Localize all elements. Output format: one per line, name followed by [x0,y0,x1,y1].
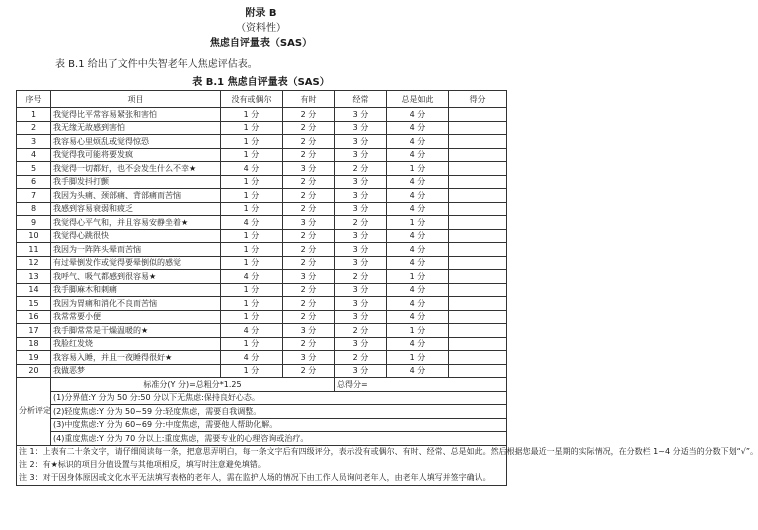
table-row [17,189,507,203]
table-row [17,310,507,324]
score-sometimes[interactable]: 3 分 [283,351,335,365]
score-sometimes[interactable]: 3 分 [283,162,335,176]
row-item: 我容易入睡，并且一夜睡得很好★ [51,351,221,365]
score-always[interactable]: 4 分 [387,189,449,203]
row-number: 10 [17,229,51,243]
intro-text: 表 B.1 给出了文件中失智老年人焦虑评估表。 [55,59,258,70]
score-sometimes[interactable]: 2 分 [283,108,335,122]
row-item: 我手脚麻木和刺痛 [51,283,221,297]
table-row [17,256,507,270]
row-item: 我觉得心跳很快 [51,229,221,243]
score-sometimes[interactable]: 3 分 [283,216,335,230]
table-caption: 表 B.1 焦虑自评量表（SAS） [192,77,330,88]
evaluation-level-row [17,418,507,432]
score-always[interactable]: 1 分 [387,216,449,230]
note-3: 注 3：对于因身体原因或文化水平无法填写表格的老年人，需在监护人场的情况下由工作人员询问老年人，由老年人填写并签字确认。 [19,472,491,482]
score-sometimes[interactable]: 2 分 [283,121,335,135]
score-never[interactable]: 1 分 [221,364,283,378]
score-often[interactable]: 3 分 [335,189,387,203]
score-sometimes[interactable]: 2 分 [283,189,335,203]
row-item: 我因为胃痛和消化不良而苦恼 [51,297,221,311]
table-row [17,175,507,189]
table-row [17,270,507,284]
row-item: 我因为头痛、颈部痛、背部痛而苦恼 [51,189,221,203]
score-sometimes[interactable]: 2 分 [283,243,335,257]
score-sometimes[interactable]: 2 分 [283,229,335,243]
row-score-cell[interactable] [449,351,507,365]
notes-cell [17,445,758,485]
row-item: 我呼气、吸气都感到很容易★ [51,270,221,284]
score-often[interactable]: 2 分 [335,351,387,365]
score-always[interactable]: 4 分 [387,297,449,311]
score-never[interactable]: 1 分 [221,243,283,257]
row-score-cell[interactable] [449,364,507,378]
row-number: 18 [17,337,51,351]
table-row [17,135,507,149]
score-often[interactable]: 3 分 [335,148,387,162]
standard-score-formula: 标准分(Y 分)=总粗分*1.25 [51,378,335,392]
score-always[interactable]: 4 分 [387,135,449,149]
score-often[interactable]: 2 分 [335,270,387,284]
score-always[interactable]: 4 分 [387,337,449,351]
score-never[interactable]: 4 分 [221,324,283,338]
row-item: 有过晕倒发作或觉得要晕倒似的感觉 [51,256,221,270]
evaluation-level-row [17,391,507,405]
table-row [17,283,507,297]
score-never[interactable]: 1 分 [221,121,283,135]
score-sometimes[interactable]: 3 分 [283,324,335,338]
total-score-field[interactable]: 总得分= [335,378,507,392]
score-never[interactable]: 1 分 [221,135,283,149]
row-score-cell[interactable] [449,162,507,176]
score-never[interactable]: 4 分 [221,216,283,230]
score-often[interactable]: 3 分 [335,108,387,122]
row-item: 我觉得心平气和，并且容易安静坐着★ [51,216,221,230]
score-often[interactable]: 3 分 [335,202,387,216]
score-often[interactable]: 3 分 [335,337,387,351]
table-row [17,297,507,311]
score-never[interactable]: 1 分 [221,297,283,311]
evaluation-level-1: (1)分界值:Y 分为 50 分:50 分以下无焦虑:保持良好心态。 [51,391,507,405]
table-row [17,364,507,378]
table-row [17,148,507,162]
evaluation-level-3: (3)中度焦虑:Y 分为 60~69 分:中度焦虑，需要他人帮助化解。 [51,418,507,432]
row-item: 我脸红发烧 [51,337,221,351]
row-number: 9 [17,216,51,230]
note-2: 注 2：有★标识的项目分值设置与其他项相反，填写时注意避免填错。 [19,459,266,469]
table-row [17,337,507,351]
row-number: 14 [17,283,51,297]
score-sometimes[interactable]: 2 分 [283,297,335,311]
score-often[interactable]: 3 分 [335,297,387,311]
table-row [17,351,507,365]
row-number: 5 [17,162,51,176]
sas-table [16,90,758,486]
evaluation-level-row [17,405,507,419]
row-item: 我手脚常常是干燥温暖的★ [51,324,221,338]
row-number: 11 [17,243,51,257]
score-never[interactable]: 1 分 [221,310,283,324]
row-score-cell[interactable] [449,135,507,149]
score-often[interactable]: 3 分 [335,283,387,297]
score-never[interactable]: 1 分 [221,337,283,351]
table-row [17,108,507,122]
row-item: 我觉得一切都好，也不会发生什么不幸★ [51,162,221,176]
score-sometimes[interactable]: 3 分 [283,270,335,284]
col-header-no: 序号 [17,91,51,108]
row-number: 12 [17,256,51,270]
score-never[interactable]: 4 分 [221,351,283,365]
score-always[interactable]: 4 分 [387,283,449,297]
row-score-cell[interactable] [449,216,507,230]
row-score-cell[interactable] [449,202,507,216]
row-score-cell[interactable] [449,297,507,311]
row-score-cell[interactable] [449,270,507,284]
row-score-cell[interactable] [449,256,507,270]
score-sometimes[interactable]: 2 分 [283,148,335,162]
row-score-cell[interactable] [449,175,507,189]
table-header-row [17,91,507,108]
col-header-item: 项目 [51,91,221,108]
row-score-cell[interactable] [449,324,507,338]
score-sometimes[interactable]: 2 分 [283,283,335,297]
row-score-cell[interactable] [449,108,507,122]
score-often[interactable]: 2 分 [335,216,387,230]
score-often[interactable]: 3 分 [335,364,387,378]
score-always[interactable]: 4 分 [387,364,449,378]
row-item: 我觉得我可能将要发疯 [51,148,221,162]
row-number: 16 [17,310,51,324]
evaluation-level-2: (2)轻度焦虑:Y 分为 50~59 分:轻度焦虑，需要自我调整。 [51,405,507,419]
score-never[interactable]: 1 分 [221,256,283,270]
score-always[interactable]: 1 分 [387,351,449,365]
score-always[interactable]: 4 分 [387,175,449,189]
score-sometimes[interactable]: 2 分 [283,364,335,378]
row-number: 7 [17,189,51,203]
score-never[interactable]: 1 分 [221,175,283,189]
row-number: 8 [17,202,51,216]
row-score-cell[interactable] [449,243,507,257]
score-always[interactable]: 4 分 [387,148,449,162]
score-often[interactable]: 3 分 [335,243,387,257]
row-item: 我无缘无故感到害怕 [51,121,221,135]
score-often[interactable]: 3 分 [335,256,387,270]
score-sometimes[interactable]: 2 分 [283,175,335,189]
appendix-type: （资料性） [236,23,286,34]
score-often[interactable]: 2 分 [335,162,387,176]
row-number: 15 [17,297,51,311]
evaluation-row-standard [17,378,507,392]
col-header-score: 得分 [449,91,507,108]
row-number: 3 [17,135,51,149]
row-number: 20 [17,364,51,378]
score-always[interactable]: 1 分 [387,324,449,338]
score-sometimes[interactable]: 2 分 [283,256,335,270]
table-row [17,216,507,230]
score-never[interactable]: 1 分 [221,229,283,243]
table-row [17,121,507,135]
evaluation-level-4: (4)重度焦虑:Y 分为 70 分以上:重度焦虑，需要专业的心理咨询或治疗。 [51,432,507,446]
row-number: 4 [17,148,51,162]
col-header-never: 没有或偶尔 [221,91,283,108]
score-never[interactable]: 1 分 [221,148,283,162]
col-header-sometimes: 有时 [283,91,335,108]
score-always[interactable]: 4 分 [387,108,449,122]
score-sometimes[interactable]: 2 分 [283,135,335,149]
table-row [17,324,507,338]
score-never[interactable]: 1 分 [221,283,283,297]
table-row [17,229,507,243]
table-row [17,243,507,257]
score-always[interactable]: 4 分 [387,243,449,257]
score-often[interactable]: 3 分 [335,121,387,135]
row-item: 我做恶梦 [51,364,221,378]
row-score-cell[interactable] [449,148,507,162]
row-item: 我感到容易衰弱和疲乏 [51,202,221,216]
appendix-title: 焦虑自评量表（SAS） [209,38,313,49]
score-always[interactable]: 1 分 [387,270,449,284]
row-item: 我容易心里烦乱或觉得惊恐 [51,135,221,149]
table-row [17,162,507,176]
score-always[interactable]: 4 分 [387,256,449,270]
score-sometimes[interactable]: 2 分 [283,310,335,324]
score-always[interactable]: 4 分 [387,310,449,324]
notes-row [17,445,507,485]
score-often[interactable]: 2 分 [335,324,387,338]
score-often[interactable]: 3 分 [335,310,387,324]
row-number: 6 [17,175,51,189]
score-often[interactable]: 3 分 [335,135,387,149]
row-score-cell[interactable] [449,189,507,203]
score-always[interactable]: 1 分 [387,162,449,176]
col-header-often: 经常 [335,91,387,108]
row-score-cell[interactable] [449,310,507,324]
row-item: 我手脚发抖打颤 [51,175,221,189]
row-number: 1 [17,108,51,122]
score-often[interactable]: 3 分 [335,175,387,189]
score-never[interactable]: 1 分 [221,202,283,216]
note-1: 注 1：上表有二十条文字，请仔细阅读每一条，把意思弄明白，每一条文字后有四级评分，表示没有或偶尔、有时、经常、总是如此。然后根据您最近一星期的实际情况，在分数栏 1~4 分适当的分数下划“√”。 [19,446,758,456]
table-row [17,202,507,216]
score-always[interactable]: 4 分 [387,121,449,135]
score-often[interactable]: 3 分 [335,229,387,243]
table-body [17,108,507,378]
row-item: 我觉得比平常容易紧张和害怕 [51,108,221,122]
row-score-cell[interactable] [449,121,507,135]
row-number: 19 [17,351,51,365]
row-number: 17 [17,324,51,338]
score-never[interactable]: 4 分 [221,270,283,284]
row-number: 13 [17,270,51,284]
appendix-label: 附录 B [245,8,277,19]
row-score-cell[interactable] [449,229,507,243]
evaluation-level-row [17,432,507,446]
score-sometimes[interactable]: 2 分 [283,337,335,351]
score-never[interactable]: 4 分 [221,162,283,176]
score-always[interactable]: 4 分 [387,202,449,216]
score-always[interactable]: 4 分 [387,229,449,243]
score-never[interactable]: 1 分 [221,189,283,203]
col-header-always: 总是如此 [387,91,449,108]
score-sometimes[interactable]: 2 分 [283,202,335,216]
row-score-cell[interactable] [449,283,507,297]
row-item: 我常常要小便 [51,310,221,324]
evaluation-label: 分析评定 [17,378,51,446]
row-item: 我因为一阵阵头晕而苦恼 [51,243,221,257]
row-score-cell[interactable] [449,337,507,351]
row-number: 2 [17,121,51,135]
score-never[interactable]: 1 分 [221,108,283,122]
